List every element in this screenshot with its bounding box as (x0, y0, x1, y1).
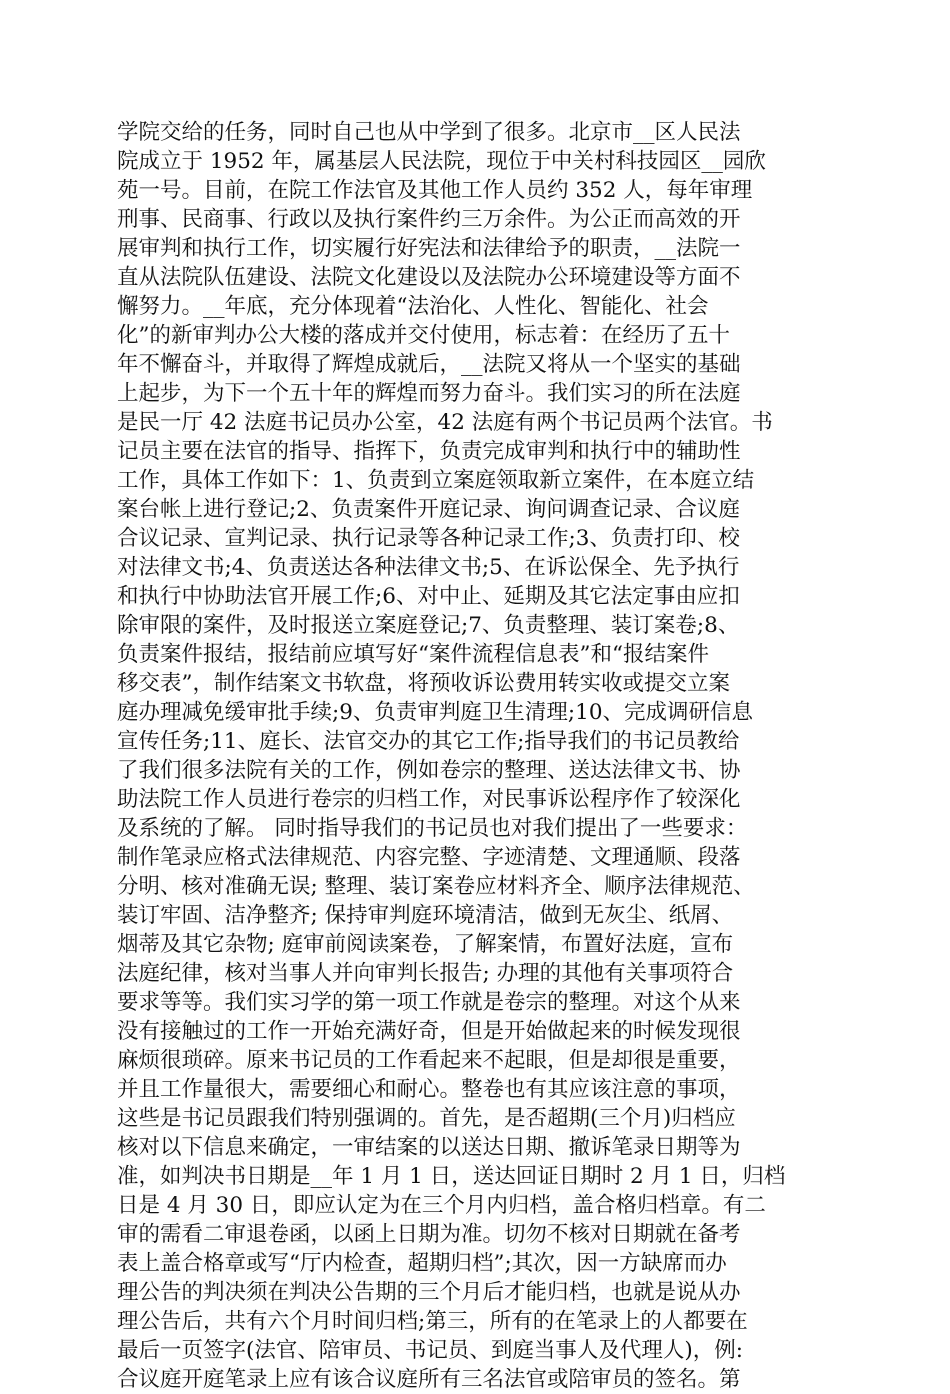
text-line: 理公告的判决须在判决公告期的三个月后才能归档，也就是说从办 (117, 1280, 741, 1305)
text-line: 直从法院队伍建设、法院文化建设以及法院办公环境建设等方面不 (117, 265, 741, 290)
text-line: 助法院工作人员进行卷宗的归档工作，对民事诉讼程序作了较深化 (117, 787, 741, 812)
text-line: 了我们很多法院有关的工作，例如卷宗的整理、送达法律文书、协 (117, 758, 741, 783)
text-line: 审的需看二审退卷函，以函上日期为准。切勿不核对日期就在备考 (117, 1222, 741, 1247)
text-line: 表上盖合格章或写“厅内检查，超期归档”;其次，因一方缺席而办 (117, 1251, 727, 1276)
text-line: 展审判和执行工作，切实履行好宪法和法律给予的职责，__法院一 (117, 236, 741, 261)
text-line: 刑事、民商事、行政以及执行案件约三万余件。为公正而高效的开 (117, 207, 741, 232)
text-line: 对法律文书;4、负责送达各种法律文书;5、在诉讼保全、先予执行 (117, 555, 740, 580)
body-text (117, 118, 832, 1394)
text-line: 要求等等。我们实习学的第一项工作就是卷宗的整理。对这个从来 (117, 990, 741, 1015)
text-line: 是民一厅 42 法庭书记员办公室，42 法庭有两个书记员两个法官。书 (117, 410, 773, 435)
text-line: 苑一号。目前，在院工作法官及其他工作人员约 352 人，每年审理 (117, 178, 753, 203)
text-line: 理公告后，共有六个月时间归档;第三，所有的在笔录上的人都要在 (117, 1309, 748, 1334)
text-line: 装订牢固、洁净整齐; 保持审判庭环境清洁，做到无灰尘、纸屑、 (117, 903, 734, 928)
text-line: 及系统的了解。 同时指导我们的书记员也对我们提出了一些要求： (117, 816, 748, 841)
text-line: 案台帐上进行登记;2、负责案件开庭记录、询问调查记录、合议庭 (117, 497, 740, 522)
text-line: 年不懈奋斗，并取得了辉煌成就后，__法院又将从一个坚实的基础 (117, 352, 741, 377)
text-line: 学院交给的任务，同时自己也从中学到了很多。北京市__区人民法 (117, 120, 741, 145)
text-line: 宣传任务;11、庭长、法官交办的其它工作;指导我们的书记员教给 (117, 729, 740, 754)
text-line: 记员主要在法官的指导、指挥下，负责完成审判和执行中的辅助性 (117, 439, 741, 464)
text-line: 麻烦很琐碎。原来书记员的工作看起来不起眼，但是却很是重要， (117, 1048, 741, 1073)
text-line: 化”的新审判办公大楼的落成并交付使用，标志着：在经历了五十 (117, 323, 730, 348)
text-line: 除审限的案件，及时报送立案庭登记;7、负责整理、装订案卷;8、 (117, 613, 740, 638)
text-line: 负责案件报结，报结前应填写好“案件流程信息表”和“报结案件 (117, 642, 709, 667)
text-line: 并且工作量很大，需要细心和耐心。整卷也有其应该注意的事项， (117, 1077, 741, 1102)
text-line: 合议记录、宣判记录、执行记录等各种记录工作;3、负责打印、校 (117, 526, 740, 551)
text-line: 这些是书记员跟我们特别强调的。首先，是否超期(三个月)归档应 (117, 1106, 736, 1131)
text-line: 准，如判决书日期是__年 1 月 1 日，送达回证日期时 2 月 1 日，归档 (117, 1164, 786, 1189)
text-line: 移交表”，制作结案文书软盘，将预收诉讼费用转实收或提交立案 (117, 671, 730, 696)
text-line: 核对以下信息来确定，一审结案的以送达日期、撤诉笔录日期等为 (117, 1135, 741, 1160)
text-line: 庭办理减免缓审批手续;9、负责审判庭卫生清理;10、完成调研信息 (117, 700, 754, 725)
text-line: 上起步，为下一个五十年的辉煌而努力奋斗。我们实习的所在法庭 (117, 381, 741, 406)
text-line: 最后一页签字(法官、陪审员、书记员、到庭当事人及代理人)，例: (117, 1338, 744, 1363)
text-line: 烟蒂及其它杂物; 庭审前阅读案卷，了解案情，布置好法庭，宣布 (117, 932, 734, 957)
text-line: 制作笔录应格式法律规范、内容完整、字迹清楚、文理通顺、段落 (117, 845, 741, 870)
text-line: 合议庭开庭笔录上应有该合议庭所有三名法官或陪审员的签名。第 (117, 1367, 741, 1392)
text-line: 院成立于 1952 年，属基层人民法院，现位于中关村科技园区__园欣 (117, 149, 766, 174)
text-line: 没有接触过的工作一开始充满好奇，但是开始做起来的时候发现很 (117, 1019, 741, 1044)
text-line: 工作，具体工作如下：1、负责到立案庭领取新立案件，在本庭立结 (117, 468, 755, 493)
text-line: 懈努力。__年底，充分体现着“法治化、人性化、智能化、社会 (117, 294, 709, 319)
text-line: 和执行中协助法官开展工作;6、对中止、延期及其它法定事由应扣 (117, 584, 740, 609)
text-line: 日是 4 月 30 日，即应认定为在三个月内归档，盖合格归档章。有二 (117, 1193, 766, 1218)
text-line: 分明、核对准确无误; 整理、装订案卷应材料齐全、顺序法律规范、 (117, 874, 755, 899)
text-line: 法庭纪律，核对当事人并向审判长报告; 办理的其他有关事项符合 (117, 961, 734, 986)
